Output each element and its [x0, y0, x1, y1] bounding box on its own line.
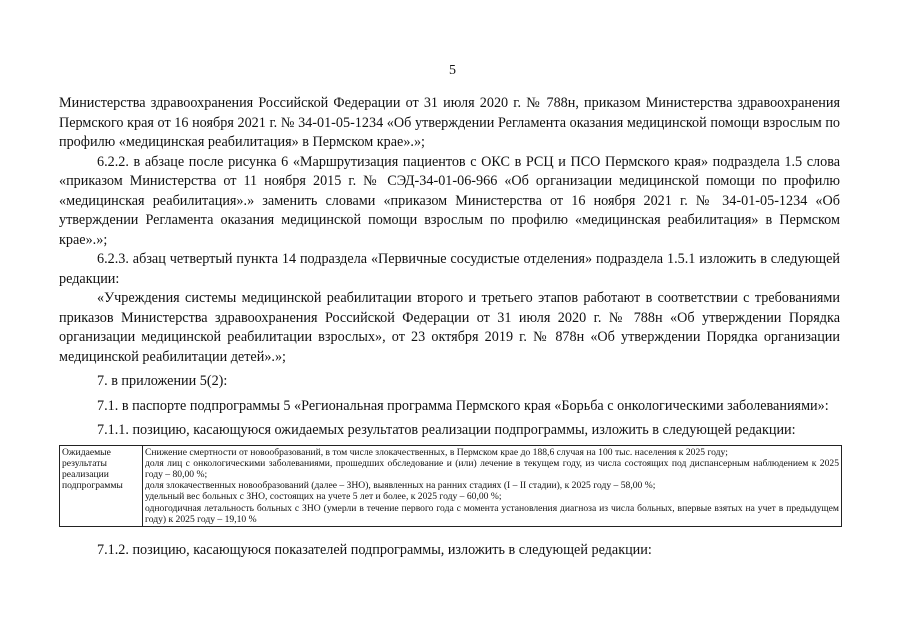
- paragraph-continuation: Министерства здравоохранения Российской Федерации от 31 июля 2020 г. № 788н, приказом Министерства здравоохранения Пермского края от 16 ноября 2021 г. № 34-01-05-1234 «Об утверждении Регламента оказания медицинской помощи взрослым по профилю «медицинская реабилитация» в Пермском крае».»;: [59, 95, 840, 150]
- table-row: [60, 445, 842, 526]
- table-content-cell: [143, 445, 842, 526]
- list-item: доля лиц с онкологическими заболеваниями, прошедших обследование и (или) лечение в текущем году, из числа состоящих под диспансерным наблюдением к 2025 году – 80,00 %;: [145, 457, 839, 480]
- list-item: одногодичная летальность больных с ЗНО (умерли в течение первого года с момента установления диагноза из числа больных, впервые взятых на учет в предыдущем году) к 2025 году – 19,10 %: [145, 502, 839, 525]
- list-item: удельный вес больных с ЗНО, состоящих на учете 5 лет и более, к 2025 году – 60,00 %;: [145, 491, 502, 503]
- paragraph-7: 7. в приложении 5(2):: [97, 373, 228, 389]
- paragraph-6-2-2: 6.2.2. в абзаце после рисунка 6 «Маршрутизация пациентов с ОКС в РСЦ и ПСО Пермского края» подраздела 1.5 слова «приказом Министерства от 11 ноября 2015 г. № СЭД-34-01-06-966 «Об организации медицинской помощи по профилю «медицинская реабилитация».» заменить словами «приказом Министерства от 16 ноября 2021 г. № 34-01-05-1234 «Об утверждении Регламента оказания медицинской помощи взрослым по профилю «медицинская реабилитация» в Пермском крае».»;: [59, 153, 840, 248]
- paragraph-7-1: 7.1. в паспорте подпрограммы 5 «Региональная программа Пермского края «Борьба с онкологическими заболеваниями»:: [97, 397, 829, 414]
- document-body: [59, 94, 840, 560]
- list-item: доля злокачественных новообразований (далее – ЗНО), выявленных на ранних стадиях (I – II стадии), к 2025 году – 58,00 %;: [145, 480, 656, 492]
- quoted-paragraph: «Учреждения системы медицинской реабилитации второго и третьего этапов работают в соответствии с требованиями приказов Министерства здравоохранения Российской Федерации от 31 июля 2020 г. № 788н «Об утверждении Порядка организации медицинской реабилитации взрослых», от 23 октября 2019 г. № 878н «Об утверждении Порядка организации медицинской реабилитации детей».»;: [59, 290, 840, 365]
- expected-results-table: [59, 445, 842, 527]
- page-number: 5: [449, 63, 456, 78]
- paragraph-7-1-1: 7.1.1. позицию, касающуюся ожидаемых результатов реализации подпрограммы, изложить в следующей редакции:: [97, 422, 796, 438]
- table-label-cell: Ожидаемые результаты реализации подпрограммы: [60, 445, 143, 526]
- paragraph-7-1-2: 7.1.2. позицию, касающуюся показателей подпрограммы, изложить в следующей редакции:: [97, 541, 652, 558]
- paragraph-6-2-3: 6.2.3. абзац четвертый пункта 14 подраздела «Первичные сосудистые отделения» подраздела 1.5.1 изложить в следующей редакции:: [59, 251, 840, 287]
- list-item: Снижение смертности от новообразований, в том числе злокачественных, в Пермском крае до 188,6 случая на 100 тыс. населения к 2025 году;: [145, 446, 728, 458]
